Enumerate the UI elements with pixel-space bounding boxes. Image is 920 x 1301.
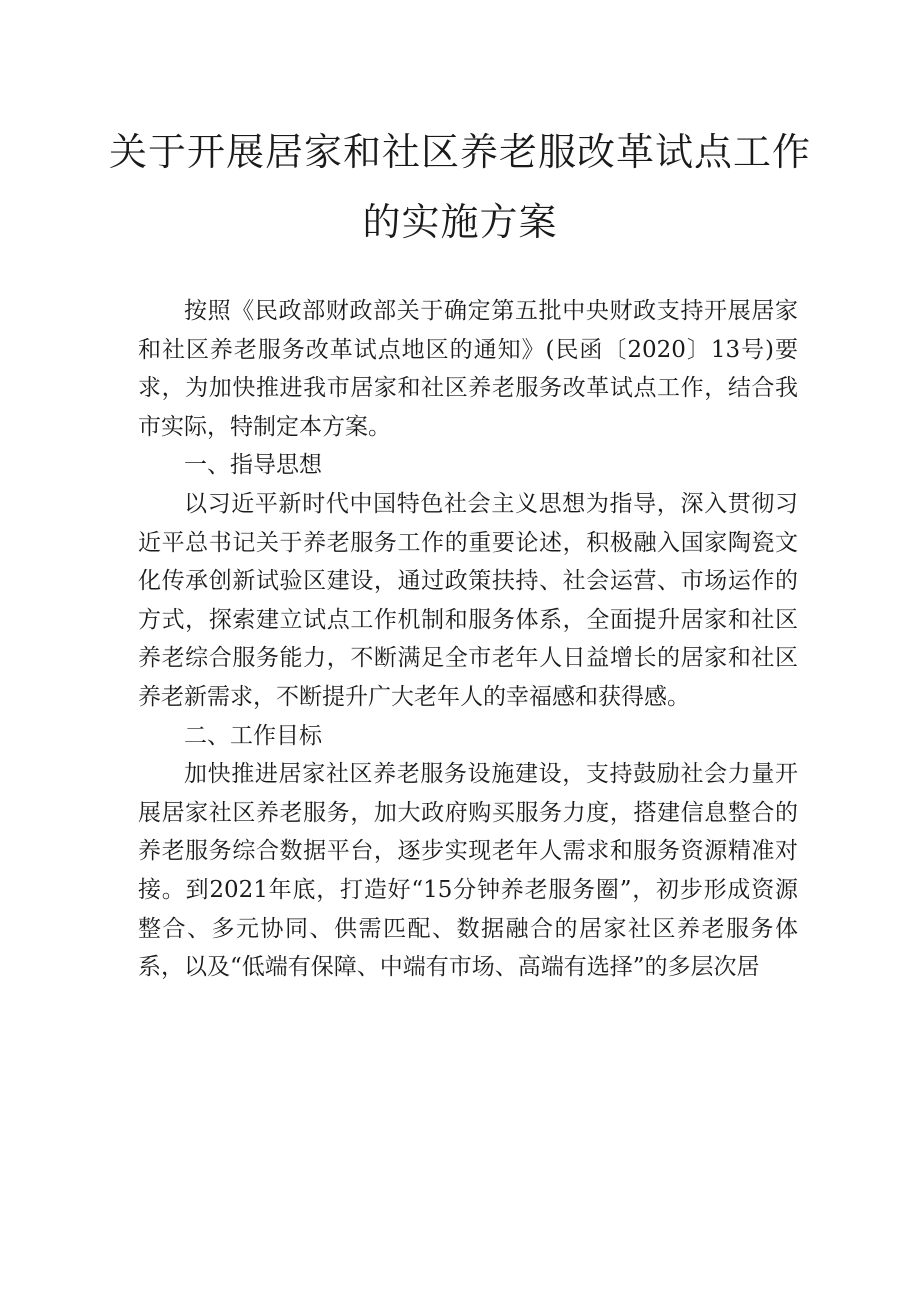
document-title-line-1: 关于开展居家和社区养老服改革试点工作	[108, 130, 811, 174]
intro-paragraph: 按照《民政部财政部关于确定第五批中央财政支持开展居家和社区养老服务改革试点地区的通知》(民函〔2020〕13号)要求，为加快推进我市居家和社区养老服务改革试点工作，结合我市实际，特制定本方案。	[138, 298, 798, 440]
section-body-guiding-ideology: 以习近平新时代中国特色社会主义思想为指导，深入贯彻习近平总书记关于养老服务工作的重要论述，积极融入国家陶瓷文化传承创新试验区建设，通过政策扶持、社会运营、市场运作的方式，探索建立试点工作机制和服务体系，全面提升居家和社区养老综合服务能力，不断满足全市老年人日益增长的居家和社区养老新需求，不断提升广大老年人的幸福感和获得感。	[138, 490, 798, 710]
section-body-work-goals: 加快推进居家社区养老服务设施建设，支持鼓励社会力量开展居家社区养老服务，加大政府购买服务力度，搭建信息整合的养老服务综合数据平台，逐步实现老年人需求和服务资源精准对接。到2021年底，打造好“15分钟养老服务圈”，初步形成资源整合、多元协同、供需匹配、数据融合的居家社区养老服务体系，以及“低端有保障、中端有市场、高端有选择”的多层次居	[138, 761, 798, 981]
section-heading-guiding-ideology: 一、指导思想	[184, 452, 322, 479]
document-title-line-2: 的实施方案	[362, 200, 558, 244]
document-body	[138, 292, 798, 987]
section-heading-work-goals: 二、工作目标	[184, 722, 322, 749]
